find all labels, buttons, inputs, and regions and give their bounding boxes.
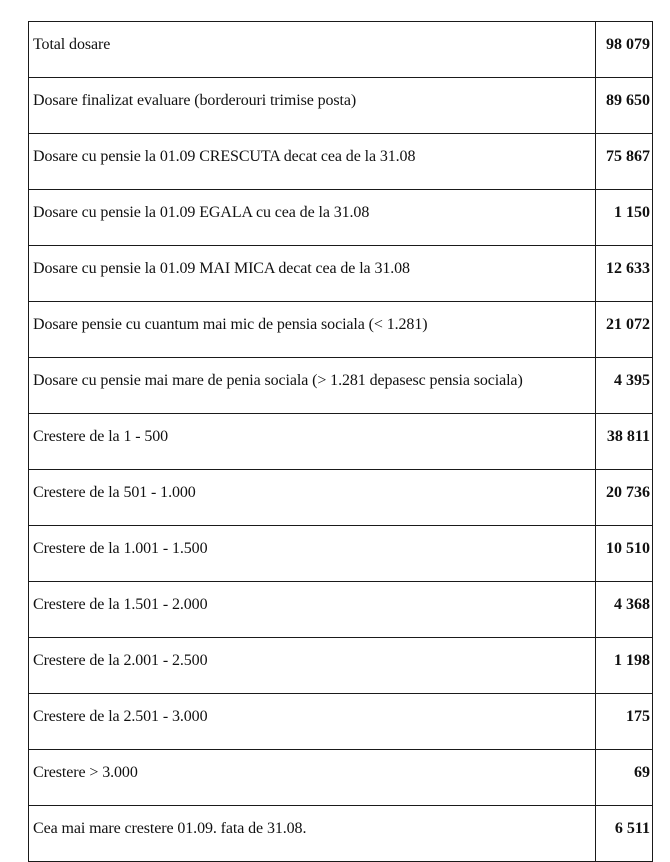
row-label: Dosare cu pensie mai mare de penia sociala (> 1.281 depasesc pensia sociala): [29, 358, 596, 414]
row-value: 69: [596, 750, 653, 806]
row-value: 6 511: [596, 806, 653, 862]
table-row: [29, 302, 653, 358]
row-label: Dosare finalizat evaluare (borderouri trimise posta): [29, 78, 596, 134]
row-value: 21 072: [596, 302, 653, 358]
table-row: [29, 246, 653, 302]
pension-statistics-table: [28, 21, 653, 862]
table-row: [29, 22, 653, 78]
table-row: [29, 78, 653, 134]
row-value: 1 198: [596, 638, 653, 694]
table-row: [29, 190, 653, 246]
row-label: Crestere de la 2.001 - 2.500: [29, 638, 596, 694]
row-label: Crestere de la 1.001 - 1.500: [29, 526, 596, 582]
row-value: 12 633: [596, 246, 653, 302]
row-label: Total dosare: [29, 22, 596, 78]
row-label: Cea mai mare crestere 01.09. fata de 31.08.: [29, 806, 596, 862]
row-label: Crestere de la 2.501 - 3.000: [29, 694, 596, 750]
row-value: 4 368: [596, 582, 653, 638]
table-row: [29, 582, 653, 638]
row-label: Crestere de la 501 - 1.000: [29, 470, 596, 526]
row-value: 75 867: [596, 134, 653, 190]
table-row: [29, 134, 653, 190]
row-value: 175: [596, 694, 653, 750]
table-row: [29, 694, 653, 750]
row-label: Dosare cu pensie la 01.09 EGALA cu cea de la 31.08: [29, 190, 596, 246]
table-row: [29, 470, 653, 526]
row-value: 20 736: [596, 470, 653, 526]
row-value: 10 510: [596, 526, 653, 582]
statistics-table-container: [28, 21, 652, 862]
table-row: [29, 358, 653, 414]
row-label: Crestere > 3.000: [29, 750, 596, 806]
table-row: [29, 638, 653, 694]
row-value: 4 395: [596, 358, 653, 414]
table-row: [29, 750, 653, 806]
row-value: 89 650: [596, 78, 653, 134]
row-label: Crestere de la 1.501 - 2.000: [29, 582, 596, 638]
row-value: 1 150: [596, 190, 653, 246]
row-label: Crestere de la 1 - 500: [29, 414, 596, 470]
row-label: Dosare pensie cu cuantum mai mic de pensia sociala (< 1.281): [29, 302, 596, 358]
row-value: 38 811: [596, 414, 653, 470]
table-row: [29, 526, 653, 582]
row-label: Dosare cu pensie la 01.09 MAI MICA decat cea de la 31.08: [29, 246, 596, 302]
table-row: [29, 414, 653, 470]
table-row: [29, 806, 653, 862]
row-value: 98 079: [596, 22, 653, 78]
row-label: Dosare cu pensie la 01.09 CRESCUTA decat cea de la 31.08: [29, 134, 596, 190]
